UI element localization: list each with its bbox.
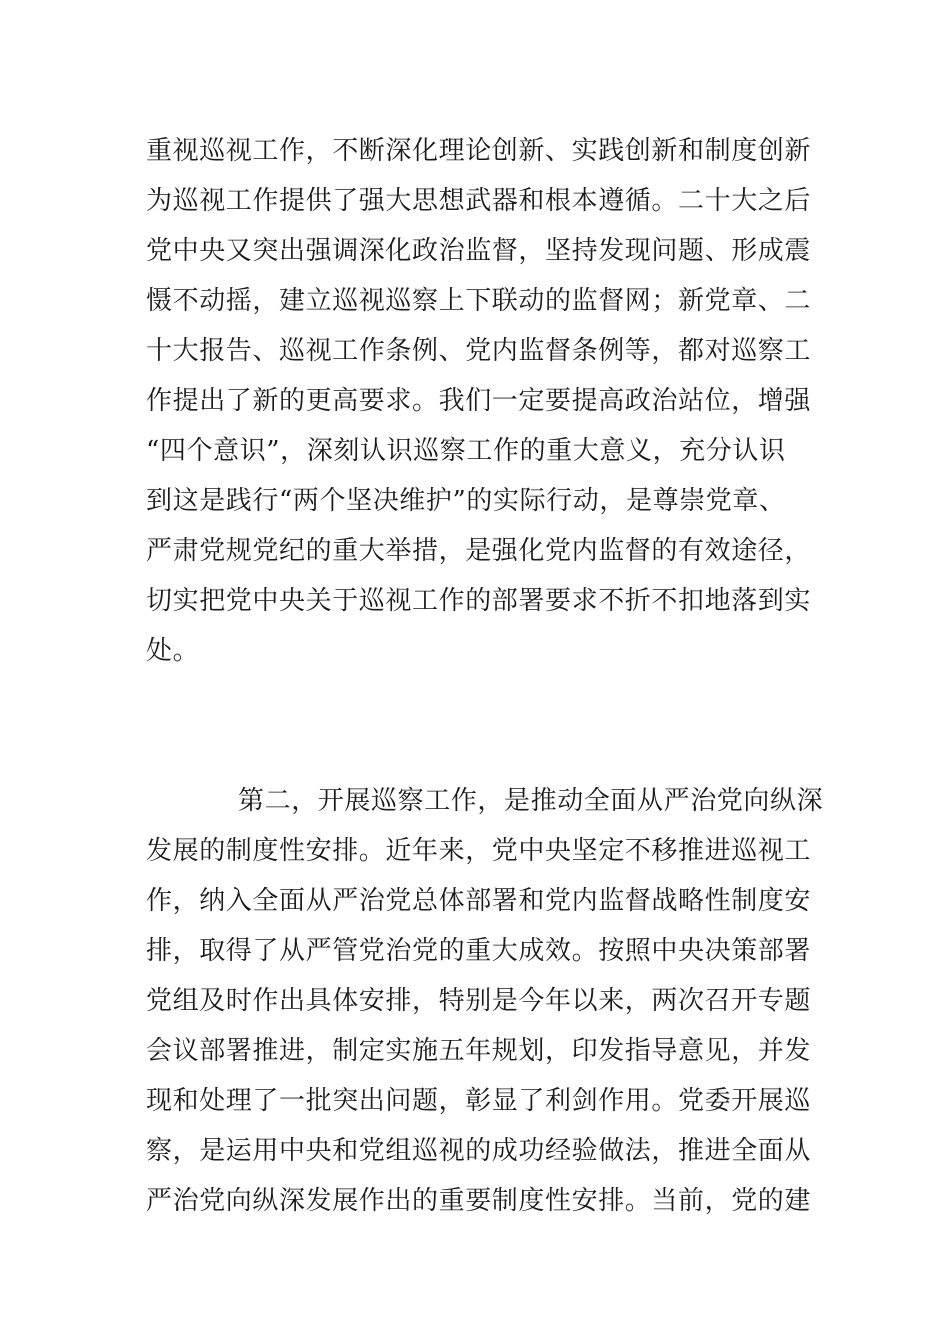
text-line: 为巡视工作提供了强大思想武器和根本遵循。二十大之后 [146,186,812,216]
text-line: 慑不动摇，建立巡视巡察上下联动的监督网；新党章、二 [146,286,812,316]
text-line: 切实把党中央关于巡视工作的部署要求不折不扣地落到实 [146,586,812,616]
text-line: 会议部署推进，制定实施五年规划，印发指导意见，并发 [146,1036,812,1066]
text-line: 处。 [146,636,200,666]
text-line: 作提出了新的更高要求。我们一定要提高政治站位，增强 [146,386,812,416]
text-line: 作，纳入全面从严治党总体部署和党内监督战略性制度安 [146,886,812,916]
text-line: 现和处理了一批突出问题，彰显了利剑作用。党委开展巡 [146,1086,812,1116]
text-line: 察，是运用中央和党组巡视的成功经验做法，推进全面从 [146,1136,812,1166]
text-line: 排，取得了从严管党治党的重大成效。按照中央决策部署 [146,936,812,966]
text-line: “四个意识”，深刻认识巡察工作的重大意义，充分认识 [146,436,786,466]
text-line: 党中央又突出强调深化政治监督，坚持发现问题、形成震 [146,236,812,266]
text-line: 到这是践行“两个坚决维护”的实际行动，是尊崇党章、 [146,486,786,516]
text-line: 十大报告、巡视工作条例、党内监督条例等，都对巡察工 [146,336,812,366]
text-line: 发展的制度性安排。近年来，党中央坚定不移推进巡视工 [146,836,812,866]
text-line: 党组及时作出具体安排，特别是今年以来，两次召开专题 [146,986,812,1016]
text-line: 第二，开展巡察工作，是推动全面从严治党向纵深 [238,786,824,816]
text-line: 重视巡视工作，不断深化理论创新、实践创新和制度创新 [146,136,812,166]
text-line: 严治党向纵深发展作出的重要制度性安排。当前，党的建 [146,1186,812,1216]
text-line: 严肃党规党纪的重大举措，是强化党内监督的有效途径， [146,536,812,566]
